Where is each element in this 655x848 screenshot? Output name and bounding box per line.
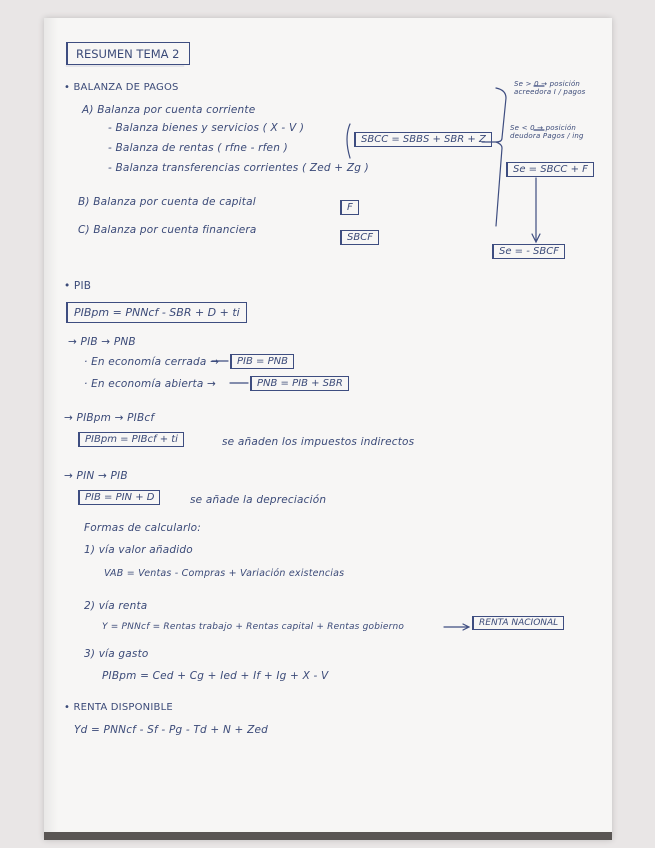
formas-heading: Formas de calcularlo: bbox=[84, 522, 202, 534]
note-impuestos: se añaden los impuestos indirectos bbox=[222, 436, 415, 448]
pib-open-economy: · En economía abierta → bbox=[84, 378, 217, 390]
formula-renta: Y = PNNcf = Rentas trabajo + Rentas capital + Rentas gobierno bbox=[102, 622, 405, 632]
balanza-item-a1: - Balanza bienes y servicios ( X - V ) bbox=[108, 122, 305, 134]
box-pibpm-pibcf: PIBpm = PIBcf + ti bbox=[78, 432, 184, 447]
box-se-sbcc: Se = SBCC + F bbox=[506, 162, 594, 177]
box-sbcf: SBCF bbox=[340, 230, 379, 245]
formas-via-gasto: 3) vía gasto bbox=[84, 648, 149, 660]
box-pnb-pib-sbr: PNB = PIB + SBR bbox=[250, 376, 349, 391]
page-title: RESUMEN TEMA 2 bbox=[66, 42, 190, 65]
box-renta-nacional: RENTA NACIONAL bbox=[472, 616, 564, 630]
section-pib-heading: • PIB bbox=[64, 280, 92, 292]
box-pib-pnb: PIB = PNB bbox=[230, 354, 294, 369]
balanza-item-a2: - Balanza de rentas ( rfne - rfen ) bbox=[108, 142, 288, 154]
balanza-item-a3: - Balanza transferencias corrientes ( Zed + Zg ) bbox=[108, 162, 369, 174]
formula-vab: VAB = Ventas - Compras + Variación existencias bbox=[104, 568, 345, 579]
formula-gasto: PIBpm = Ced + Cg + Ied + If + Ig + X - V bbox=[102, 670, 329, 682]
box-pib-pin-d: PIB = PIN + D bbox=[78, 490, 160, 505]
section-renta-heading: • RENTA DISPONIBLE bbox=[64, 702, 173, 713]
handwritten-strokes bbox=[44, 18, 612, 840]
box-pibpm-formula: PIBpm = PNNcf - SBR + D + ti bbox=[66, 302, 247, 323]
formula-renta-disponible: Yd = PNNcf - Sf - Pg - Td + N + Zed bbox=[74, 724, 269, 736]
note-depreciacion: se añade la depreciación bbox=[190, 494, 327, 506]
pib-arrow-pnb: → PIB → PNB bbox=[68, 336, 136, 348]
note-se-positive: Se > 0 → posición acreedora I / pagos bbox=[514, 80, 586, 96]
section-balanza-heading: • BALANZA DE PAGOS bbox=[64, 82, 179, 93]
box-f: F bbox=[340, 200, 359, 215]
note-se-negative: Se < 0 → posición deudora Pagos / ing bbox=[510, 124, 584, 140]
balanza-item-b: B) Balanza por cuenta de capital bbox=[78, 196, 256, 208]
formas-via-renta: 2) vía renta bbox=[84, 600, 148, 612]
pib-arrow-pibcf: → PIBpm → PIBcf bbox=[64, 412, 155, 424]
formas-valor-anadido: 1) vía valor añadido bbox=[84, 544, 193, 556]
box-se-sbcf: Se = - SBCF bbox=[492, 244, 565, 259]
balanza-item-c: C) Balanza por cuenta financiera bbox=[78, 224, 257, 236]
balanza-item-a: A) Balanza por cuenta corriente bbox=[82, 104, 256, 116]
pib-arrow-pin: → PIN → PIB bbox=[64, 470, 128, 482]
page-bottom-edge bbox=[44, 832, 612, 840]
pib-closed-economy: · En economía cerrada → bbox=[84, 356, 220, 368]
notebook-page bbox=[44, 18, 612, 840]
box-sbcc: SBCC = SBBS + SBR + Z bbox=[354, 132, 492, 147]
